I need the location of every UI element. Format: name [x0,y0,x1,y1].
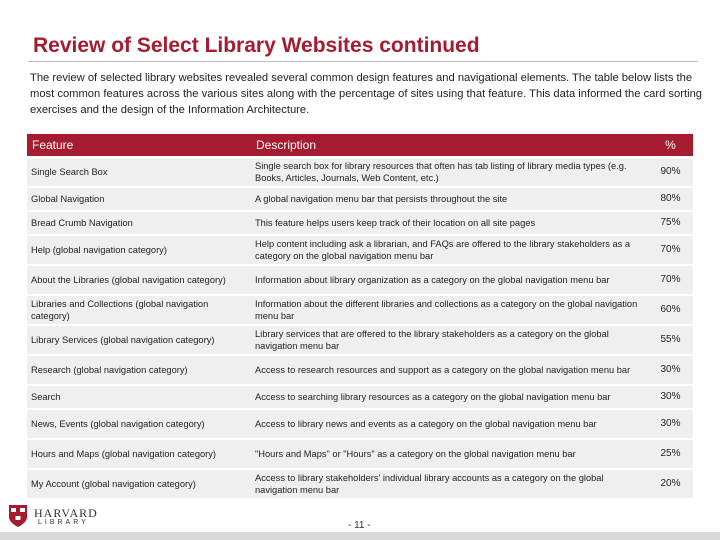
description-cell: Access to searching library resources as a category on the global navigation menu bar [251,386,648,408]
description-cell: Single search box for library resources that often has tab listing of library media types (e.g. Books, Articles, Journals, Web Content, etc.) [251,158,648,186]
table-row [27,266,693,294]
feature-cell: Library Services (global navigation category) [27,326,251,354]
description-cell: Information about the different libraries and collections as a category on the global navigation menu bar [251,296,648,324]
feature-cell: Research (global navigation category) [27,356,251,384]
table-row [27,386,693,408]
percent-cell: 55% [648,326,693,354]
feature-cell: Libraries and Collections (global navigation category) [27,296,251,324]
table-row [27,158,693,186]
logo-text-harvard: HARVARD [34,506,98,520]
feature-cell: Single Search Box [27,158,251,186]
description-cell: "Hours and Maps" or "Hours" as a category on the global navigation menu bar [251,440,648,468]
percent-cell: 60% [648,296,693,324]
feature-cell: About the Libraries (global navigation category) [27,266,251,294]
table-row [27,296,693,324]
percent-cell: 30% [648,386,693,408]
percent-cell: 30% [648,410,693,438]
logo-text-library: LIBRARY [38,519,89,526]
description-cell: This feature helps users keep track of their location on all site pages [251,212,648,234]
page-number: - 11 - [348,520,371,531]
features-table [27,132,693,500]
percent-cell: 30% [648,356,693,384]
table-row [27,236,693,264]
feature-cell: Bread Crumb Navigation [27,212,251,234]
percent-cell: 20% [648,470,693,498]
harvard-shield-icon [8,504,28,528]
percent-column-header: % [648,134,693,156]
percent-cell: 90% [648,158,693,186]
percent-cell: 80% [648,188,693,210]
feature-cell: Global Navigation [27,188,251,210]
table-row [27,440,693,468]
footer-band [0,532,720,540]
table-row [27,326,693,354]
table-row [27,356,693,384]
description-cell: Access to library news and events as a category on the global navigation menu bar [251,410,648,438]
feature-column-header: Feature [27,134,251,156]
percent-cell: 75% [648,212,693,234]
description-column-header: Description [251,134,648,156]
description-cell: Help content including ask a librarian, and FAQs are offered to the library stakeholders as a category on the global navigation menu bar [251,236,648,264]
table-row [27,188,693,210]
feature-cell: Hours and Maps (global navigation category) [27,440,251,468]
description-cell: Access to research resources and support as a category on the global navigation menu bar [251,356,648,384]
table-row [27,410,693,438]
percent-cell: 70% [648,236,693,264]
title-divider [28,61,698,62]
feature-cell: My Account (global navigation category) [27,470,251,498]
description-cell: Access to library stakeholders' individual library accounts as a category on the global navigation menu bar [251,470,648,498]
feature-cell: News, Events (global navigation category) [27,410,251,438]
description-cell: Library services that are offered to the library stakeholders as a category on the global navigation menu bar [251,326,648,354]
table-row [27,212,693,234]
feature-cell: Help (global navigation category) [27,236,251,264]
table-row [27,470,693,498]
description-cell: A global navigation menu bar that persists throughout the site [251,188,648,210]
intro-paragraph: The review of selected library websites revealed several common design features and navigational elements. The table below lists the most common features across the various sites along with the percentage of sites using that feature. This data informed the card sorting exercises and the design of the Information Architecture. [30,72,703,116]
slide-title: Review of Select Library Websites continued [33,34,480,57]
table-header-row [27,134,693,156]
description-cell: Information about library organization as a category on the global navigation menu bar [251,266,648,294]
feature-cell: Search [27,386,251,408]
percent-cell: 70% [648,266,693,294]
percent-cell: 25% [648,440,693,468]
